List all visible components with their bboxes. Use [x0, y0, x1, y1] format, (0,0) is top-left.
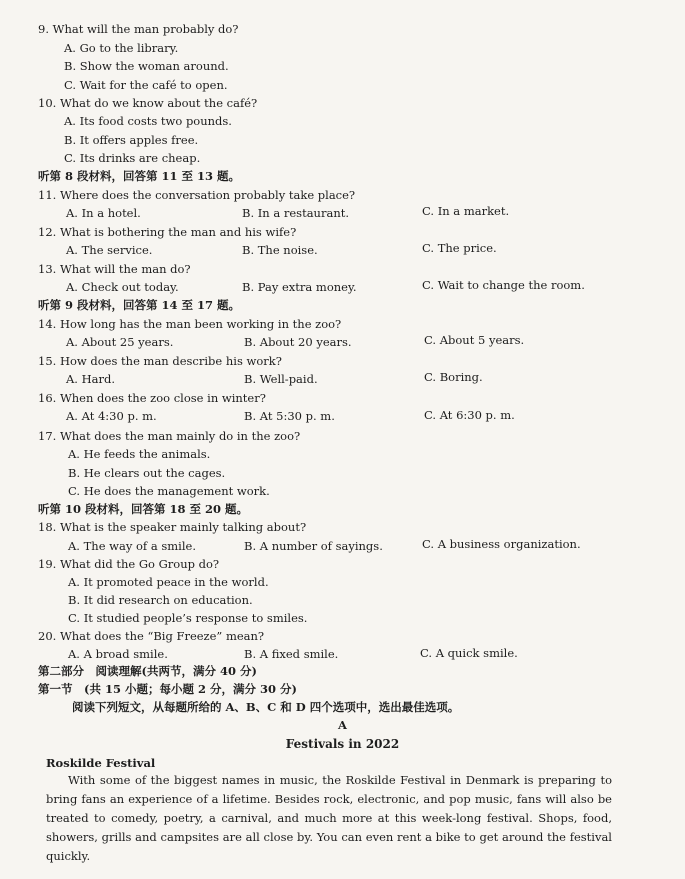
- option-17a: A. He feeds the animals.: [68, 447, 211, 461]
- option-17c: C. He does the management work.: [68, 484, 270, 498]
- part-2-heading: 第二部分 阅读理解(共两节，满分 40 分): [38, 664, 257, 678]
- option-12a: A. The service.: [66, 243, 153, 257]
- option-9c: C. Wait for the café to open.: [64, 78, 228, 92]
- option-16a: A. At 4:30 p. m.: [66, 409, 157, 423]
- option-11a: A. In a hotel.: [66, 206, 141, 220]
- option-18b: B. A number of sayings.: [244, 539, 383, 553]
- option-16b: B. At 5:30 p. m.: [244, 409, 335, 423]
- option-9b: B. Show the woman around.: [64, 59, 229, 73]
- option-12b: B. The noise.: [242, 243, 318, 257]
- passage-title: Festivals in 2022: [285, 737, 400, 751]
- option-20c: C. A quick smile.: [420, 646, 518, 660]
- question-14: 14. How long has the man been working in the zoo?: [38, 317, 342, 331]
- option-15a: A. Hard.: [66, 372, 116, 386]
- question-16: 16. When does the zoo close in winter?: [38, 391, 266, 405]
- question-20: 20. What does the “Big Freeze” mean?: [38, 629, 265, 643]
- section-9-instruction: 听第 9 段材料，回答第 14 至 17 题。: [38, 298, 241, 312]
- option-10a: A. Its food costs two pounds.: [64, 114, 232, 128]
- question-17: 17. What does the man mainly do in the zoo?: [38, 429, 301, 443]
- option-11c: C. In a market.: [422, 204, 510, 218]
- option-10b: B. It offers apples free.: [64, 133, 199, 147]
- option-15b: B. Well-paid.: [244, 372, 318, 386]
- option-19c: C. It studied people’s response to smiles.: [68, 611, 308, 625]
- section-1-heading: 第一节 (共 15 小题；每小题 2 分，满分 30 分): [38, 682, 297, 696]
- option-20b: B. A fixed smile.: [244, 647, 339, 661]
- option-16c: C. At 6:30 p. m.: [424, 408, 515, 422]
- passage-body: [46, 771, 612, 866]
- question-19: 19. What did the Go Group do?: [38, 557, 220, 571]
- option-13c: C. Wait to change the room.: [422, 278, 585, 292]
- reading-instruction: 阅读下列短文，从每题所给的 A、B、C 和 D 四个选项中，选出最佳选项。: [72, 700, 460, 714]
- question-13: 13. What will the man do?: [38, 262, 191, 276]
- question-9: 9. What will the man probably do?: [38, 22, 239, 36]
- option-19a: A. It promoted peace in the world.: [68, 575, 269, 589]
- passage-letter: A: [338, 718, 347, 732]
- question-15: 15. How does the man describe his work?: [38, 354, 282, 368]
- option-14b: B. About 20 years.: [244, 335, 352, 349]
- option-12c: C. The price.: [422, 241, 497, 255]
- option-11b: B. In a restaurant.: [242, 206, 350, 220]
- option-14a: A. About 25 years.: [66, 335, 174, 349]
- question-10: 10. What do we know about the café?: [38, 96, 258, 110]
- option-20a: A. A broad smile.: [68, 647, 168, 661]
- option-10c: C. Its drinks are cheap.: [64, 151, 201, 165]
- option-17b: B. He clears out the cages.: [68, 466, 226, 480]
- question-18: 18. What is the speaker mainly talking about?: [38, 520, 307, 534]
- option-14c: C. About 5 years.: [424, 333, 525, 347]
- option-13a: A. Check out today.: [66, 280, 179, 294]
- option-18c: C. A business organization.: [422, 537, 581, 551]
- question-12: 12. What is bothering the man and his wife?: [38, 225, 297, 239]
- option-9a: A. Go to the library.: [64, 41, 179, 55]
- option-15c: C. Boring.: [424, 370, 483, 384]
- passage-subtitle: Roskilde Festival: [46, 756, 156, 770]
- section-8-instruction: 听第 8 段材料，回答第 11 至 13 题。: [38, 169, 241, 183]
- section-10-instruction: 听第 10 段材料，回答第 18 至 20 题。: [38, 502, 249, 516]
- option-18a: A. The way of a smile.: [68, 539, 196, 553]
- passage-paragraph: With some of the biggest names in music, the Roskilde Festival in Denmark is preparing to bring fans an experience of a lifetime. Besides rock, electronic, and pop music, fans will also be treated to comedy, poetry, a carnival, and much more at this week-long festival. Shops, food, showers, grills and campsites are all close by. You can even rent a bike to get around the festival quickly.: [46, 773, 612, 863]
- option-13b: B. Pay extra money.: [242, 280, 357, 294]
- question-11: 11. Where does the conversation probably take place?: [38, 188, 356, 202]
- option-19b: B. It did research on education.: [68, 593, 253, 607]
